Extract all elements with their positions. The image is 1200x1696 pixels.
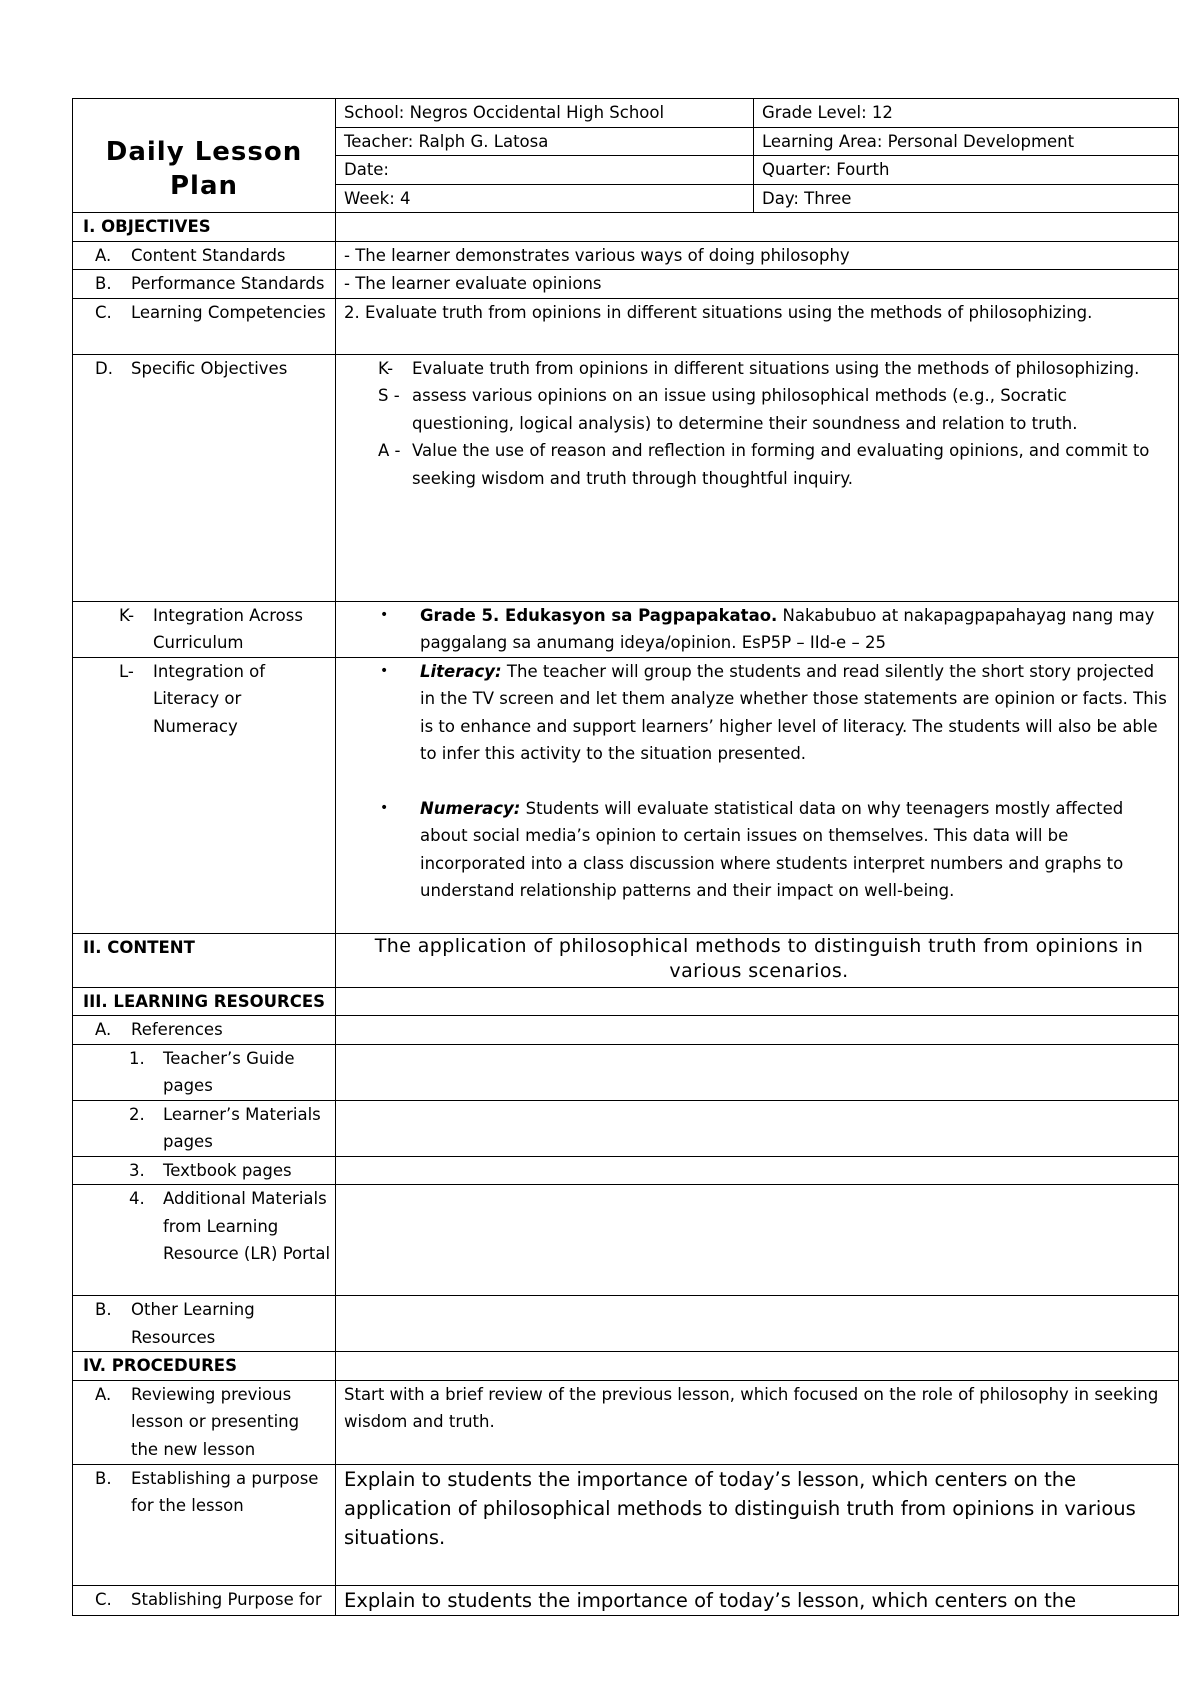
content-standards-value: - The learner demonstrates various ways of doing philosophy xyxy=(336,241,1179,270)
performance-standards-value: - The learner evaluate opinions xyxy=(336,270,1179,299)
procedure-review-label: A. Reviewing previous lesson or presenting the new lesson xyxy=(73,1380,336,1464)
integration-literacy-value: • Literacy: The teacher will group the students and read silently the short story projected in the TV screen and let them analyze whether those statements are opinion or facts. This is to enhance and support learners’ higher level of literacy. The students will also be able to infer this activity to the situation presented. • Numeracy: Students will evaluate statistical data on why teenagers mostly affected about social media’s opinion to certain issues on themselves. This data will be incorporated into a class discussion where students interpret numbers and graphs to understand relationship patterns and their impact on well-being. xyxy=(336,657,1179,933)
performance-standards-label: B. Performance Standards xyxy=(73,270,336,299)
resources-heading: III. LEARNING RESOURCES xyxy=(73,987,336,1016)
integration-curriculum-label: K- Integration Across Curriculum xyxy=(73,601,336,657)
specific-objectives-value xyxy=(336,354,1179,601)
learners-materials-label: 2. Learner’s Materials pages xyxy=(73,1100,336,1156)
week-field: Week: 4 xyxy=(336,184,754,213)
content-heading: II. CONTENT xyxy=(73,933,336,987)
integration-literacy-label: L- Integration of Literacy or Numeracy xyxy=(73,657,336,933)
procedure-review-value: Start with a brief review of the previous lesson, which focused on the role of philosophy in seeking wisdom and truth. xyxy=(336,1380,1179,1464)
grade-level-field: Grade Level: 12 xyxy=(754,99,1179,128)
teacher-field: Teacher: Ralph G. Latosa xyxy=(336,127,754,156)
textbook-pages-label: 3. Textbook pages xyxy=(73,1156,336,1185)
procedure-purpose-label: B. Establishing a purpose for the lesson xyxy=(73,1464,336,1585)
learning-competencies-label: C. Learning Competencies xyxy=(73,298,336,354)
additional-materials-label: 4. Additional Materials from Learning Resource (LR) Portal xyxy=(73,1185,336,1296)
procedure-purpose-value: Explain to students the importance of today’s lesson, which centers on the application of philosophical methods to distinguish truth from opinions in various situations. xyxy=(336,1464,1179,1585)
objective-skill: S - assess various opinions on an issue using philosophical methods (e.g., Socratic questioning, logical analysis) to determine their soundness and relation to truth. xyxy=(378,386,1078,433)
document-title: Daily Lesson Plan xyxy=(105,137,303,201)
learning-competencies-value: 2. Evaluate truth from opinions in different situations using the methods of philosophizing. xyxy=(336,298,1179,354)
objective-knowledge: K- Evaluate truth from opinions in different situations using the methods of philosophizing. xyxy=(378,358,1140,378)
bullet-icon: • xyxy=(380,799,389,816)
lesson-plan-document xyxy=(72,98,1178,1616)
lesson-plan-table xyxy=(72,98,1179,1616)
learning-area-field: Learning Area: Personal Development xyxy=(754,127,1179,156)
other-resources-label: B. Other Learning Resources xyxy=(73,1296,336,1352)
bullet-icon: • xyxy=(380,662,389,679)
integration-curriculum-value: • Grade 5. Edukasyon sa Pagpapakatao. Nakabubuo at nakapagpapahayag nang may paggalang sa anumang ideya/opinion. EsP5P – IId-e – 25 xyxy=(336,601,1179,657)
references-label: A. References xyxy=(73,1016,336,1045)
title-cell xyxy=(73,99,336,213)
date-field: Date: xyxy=(336,156,754,185)
objectives-heading: I. OBJECTIVES xyxy=(73,213,336,242)
content-standards-label: A. Content Standards xyxy=(73,241,336,270)
bullet-icon: • xyxy=(380,606,389,623)
teachers-guide-label: 1. Teacher’s Guide pages xyxy=(73,1044,336,1100)
quarter-field: Quarter: Fourth xyxy=(754,156,1179,185)
specific-objectives-label: D. Specific Objectives xyxy=(73,354,336,601)
procedure-stablishing-label: C. Stablishing Purpose for xyxy=(73,1585,336,1615)
day-field: Day: Three xyxy=(754,184,1179,213)
school-field: School: Negros Occidental High School xyxy=(336,99,754,128)
content-value: The application of philosophical methods to distinguish truth from opinions in various scenarios. xyxy=(336,933,1179,987)
procedure-stablishing-value: Explain to students the importance of today’s lesson, which centers on the xyxy=(336,1585,1179,1615)
procedures-heading: IV. PROCEDURES xyxy=(73,1352,336,1381)
objective-attitude: A - Value the use of reason and reflection in forming and evaluating opinions, and commit to seeking wisdom and truth through thoughtful inquiry. xyxy=(378,441,1150,488)
